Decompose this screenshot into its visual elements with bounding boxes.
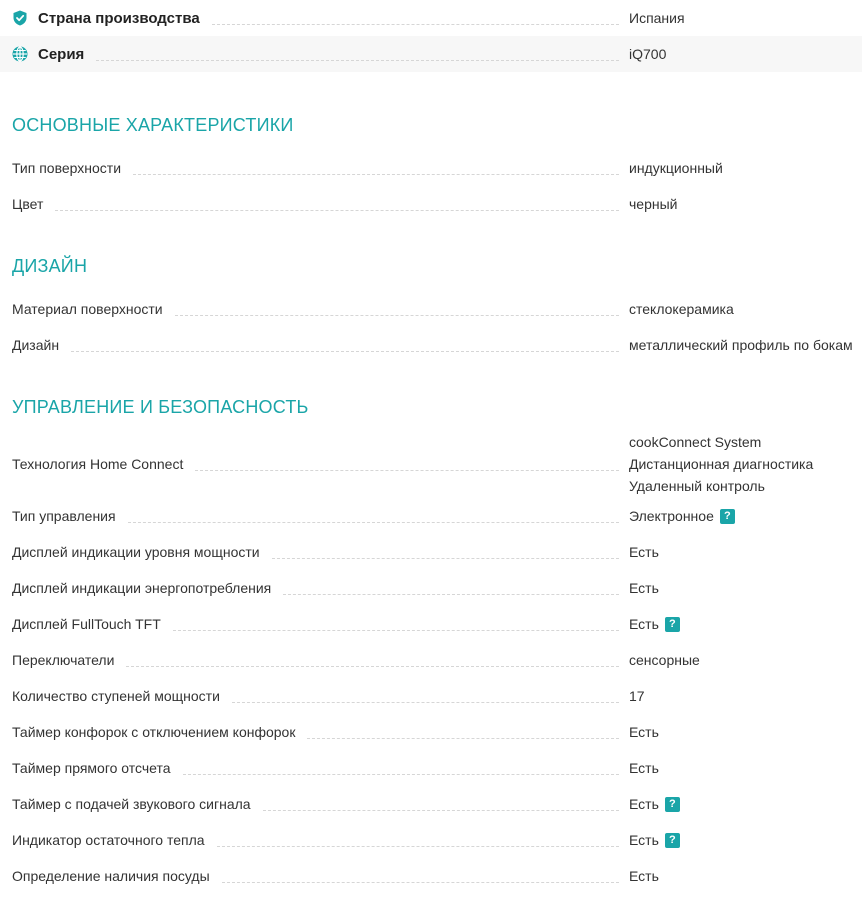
spec-label: Дисплей FullTouch TFT xyxy=(12,616,161,632)
help-tooltip-icon[interactable]: ? xyxy=(720,509,735,524)
spec-value: Есть xyxy=(629,544,659,560)
spec-label: Количество ступеней мощности xyxy=(12,688,220,704)
spec-row xyxy=(0,822,862,858)
spec-row xyxy=(0,858,862,894)
spec-label: Переключатели xyxy=(12,652,115,668)
spec-label: Таймер прямого отсчета xyxy=(12,760,171,776)
spec-value: Есть xyxy=(629,760,659,776)
spec-label: Страна производства xyxy=(38,9,200,27)
spec-row xyxy=(0,534,862,570)
spec-value xyxy=(629,796,680,812)
spec-label: Дисплей индикации энергопотребления xyxy=(12,580,272,596)
spec-label: Технология Home Connect xyxy=(12,456,184,472)
leader-line xyxy=(173,629,619,631)
spec-row xyxy=(0,678,862,714)
spec-value: Есть xyxy=(629,724,659,740)
spec-value: Есть xyxy=(629,580,659,596)
section-title: ДИЗАЙН xyxy=(12,256,88,276)
spec-value: сенсорные xyxy=(629,652,700,668)
spec-value: Испания xyxy=(629,10,685,26)
leader-line xyxy=(263,809,619,811)
leader-line xyxy=(222,881,619,883)
spec-value-text: Есть xyxy=(629,616,659,632)
spec-value-item: cookConnect System xyxy=(629,434,762,450)
leader-line xyxy=(183,773,619,775)
leader-line xyxy=(126,665,619,667)
spec-row-home-connect xyxy=(0,430,862,498)
spec-row xyxy=(0,750,862,786)
leader-line xyxy=(212,23,619,25)
help-tooltip-icon[interactable]: ? xyxy=(665,833,680,848)
help-tooltip-icon[interactable]: ? xyxy=(665,797,680,812)
spec-value xyxy=(629,832,680,848)
spec-header xyxy=(0,0,862,72)
spec-value-text: Электронное xyxy=(629,508,714,524)
spec-row xyxy=(0,714,862,750)
spec-label: Таймер конфорок с отключением конфорок xyxy=(12,724,296,740)
section-design xyxy=(0,249,862,363)
leader-line xyxy=(96,59,619,61)
leader-line xyxy=(283,593,619,595)
spec-row xyxy=(0,570,862,606)
globe-icon xyxy=(12,46,28,62)
leader-line xyxy=(217,845,619,847)
spec-value xyxy=(629,508,735,524)
spec-value: черный xyxy=(629,196,678,212)
spec-value: iQ700 xyxy=(629,46,667,62)
leader-line xyxy=(71,350,619,352)
spec-row-series xyxy=(0,36,862,72)
spec-value: Есть xyxy=(629,868,659,884)
spec-row xyxy=(0,498,862,534)
section-control-safety xyxy=(0,390,862,894)
spec-value-text: Есть xyxy=(629,796,659,812)
spec-label: Материал поверхности xyxy=(12,301,163,317)
spec-row-country xyxy=(0,0,862,36)
section-main-specs xyxy=(0,108,862,222)
section-title: УПРАВЛЕНИЕ И БЕЗОПАСНОСТЬ xyxy=(12,397,309,417)
spec-value-item: Дистанционная диагностика xyxy=(629,456,814,472)
spec-row xyxy=(0,606,862,642)
leader-line xyxy=(195,469,619,471)
leader-line xyxy=(128,521,619,523)
spec-value xyxy=(629,616,680,632)
spec-label: Тип управления xyxy=(12,508,116,524)
leader-line xyxy=(272,557,619,559)
spec-value: 17 xyxy=(629,688,645,704)
spec-row xyxy=(0,786,862,822)
leader-line xyxy=(133,173,619,175)
spec-value-text: Есть xyxy=(629,832,659,848)
help-tooltip-icon[interactable]: ? xyxy=(665,617,680,632)
spec-label: Индикатор остаточного тепла xyxy=(12,832,205,848)
leader-line xyxy=(55,209,619,211)
shield-check-icon xyxy=(12,10,28,26)
spec-label: Серия xyxy=(38,45,85,63)
spec-value-item: Удаленный контроль xyxy=(629,478,765,494)
spec-label: Цвет xyxy=(12,196,44,212)
spec-row xyxy=(0,642,862,678)
leader-line xyxy=(175,314,619,316)
spec-value: индукционный xyxy=(629,160,723,176)
spec-label: Тип поверхности xyxy=(12,160,122,176)
spec-label: Таймер с подачей звукового сигнала xyxy=(12,796,251,812)
spec-row xyxy=(0,291,862,327)
spec-value: стеклокерамика xyxy=(629,301,734,317)
spec-label: Определение наличия посуды xyxy=(12,868,210,884)
spec-row xyxy=(0,186,862,222)
spec-value-list xyxy=(629,431,813,497)
leader-line xyxy=(307,737,619,739)
section-title: ОСНОВНЫЕ ХАРАКТЕРИСТИКИ xyxy=(12,115,294,135)
spec-row xyxy=(0,150,862,186)
spec-value: металлический профиль по бокам xyxy=(629,337,853,353)
spec-row xyxy=(0,327,862,363)
spec-label: Дисплей индикации уровня мощности xyxy=(12,544,260,560)
spec-label: Дизайн xyxy=(12,337,60,353)
leader-line xyxy=(232,701,619,703)
